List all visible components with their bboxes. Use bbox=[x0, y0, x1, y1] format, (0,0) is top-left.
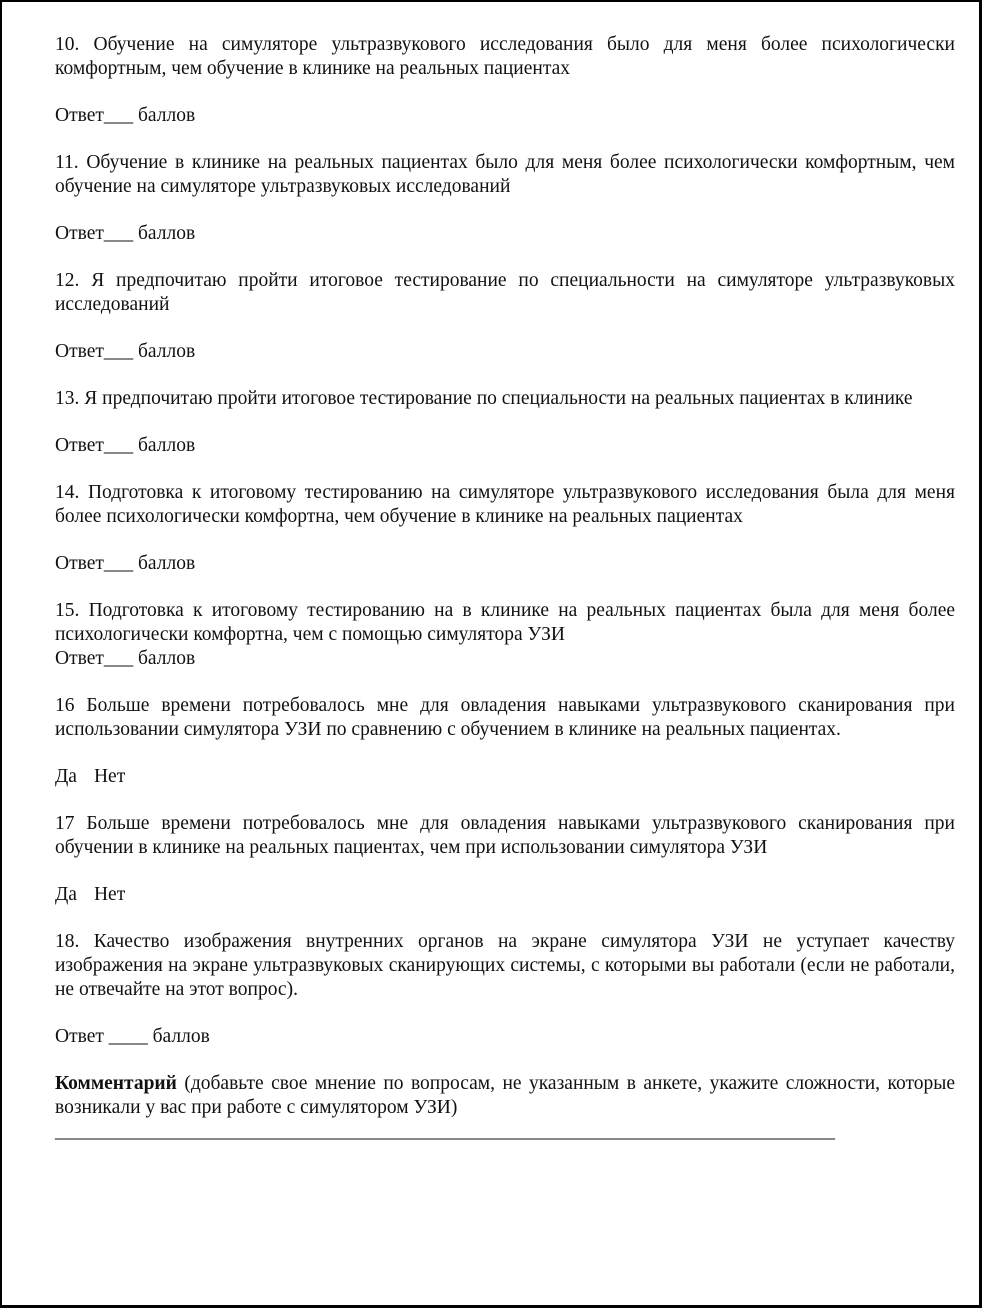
question-18: 18. Качество изображения внутренних органов на экране симулятора УЗИ не уступает качеству изображения на экране ультразвуковых сканирующих системы, с которыми вы работали (если не работали, не отвечайте на этот вопрос). bbox=[55, 931, 955, 1000]
yes-no-17 bbox=[55, 883, 955, 907]
comment-label: Комментарий bbox=[55, 1073, 177, 1094]
question-15: 15. Подготовка к итоговому тестированию на в клинике на реальных пациентах была для меня более психологически комфортна, чем с помощью симулятора УЗИ bbox=[55, 600, 955, 645]
yes-no-16 bbox=[55, 765, 955, 789]
answer-field-18[interactable]: Ответ ____ баллов bbox=[55, 1026, 210, 1047]
question-11: 11. Обучение в клинике на реальных пациентах было для меня более психологически комфортным, чем обучение на симуляторе ультразвуковых исследований bbox=[55, 152, 955, 197]
question-10: 10. Обучение на симуляторе ультразвукового исследования было для меня более психологически комфортным, чем обучение в клинике на реальных пациентах bbox=[55, 34, 955, 79]
questionnaire bbox=[55, 33, 955, 1144]
comment-input-line[interactable]: ________________________________________________________________________________ bbox=[55, 1121, 835, 1142]
answer-field-10[interactable]: Ответ___ баллов bbox=[55, 105, 196, 126]
answer-field-15[interactable]: Ответ___ баллов bbox=[55, 648, 196, 669]
question-12: 12. Я предпочитаю пройти итоговое тестирование по специальности на симуляторе ультразвуковых исследований bbox=[55, 270, 955, 315]
answer-field-14[interactable]: Ответ___ баллов bbox=[55, 553, 196, 574]
no-option-16[interactable]: Нет bbox=[93, 766, 126, 787]
answer-field-12[interactable]: Ответ___ баллов bbox=[55, 341, 196, 362]
comment-section bbox=[55, 1072, 955, 1120]
no-option-17[interactable]: Нет bbox=[93, 884, 126, 905]
question-17: 17 Больше времени потребовалось мне для овладения навыками ультразвукового сканирования при обучении в клинике на реальных пациентах, чем при использовании симулятора УЗИ bbox=[55, 813, 955, 858]
comment-instructions: (добавьте свое мнение по вопросам, не указанным в анкете, укажите сложности, которые возникали у вас при работе с симулятором УЗИ) bbox=[55, 1073, 955, 1118]
yes-option-16[interactable]: Да bbox=[55, 766, 77, 787]
question-14: 14. Подготовка к итоговому тестированию на симуляторе ультразвукового исследования была для меня более психологически комфортна, чем обучение в клинике на реальных пациентах bbox=[55, 482, 955, 527]
yes-option-17[interactable]: Да bbox=[55, 884, 77, 905]
answer-field-13[interactable]: Ответ___ баллов bbox=[55, 435, 196, 456]
question-13: 13. Я предпочитаю пройти итоговое тестирование по специальности на реальных пациентах в клинике bbox=[55, 388, 913, 409]
answer-field-11[interactable]: Ответ___ баллов bbox=[55, 223, 196, 244]
question-16: 16 Больше времени потребовалось мне для овладения навыками ультразвукового сканирования при использовании симулятора УЗИ по сравнению с обучением в клинике на реальных пациентах. bbox=[55, 695, 955, 740]
